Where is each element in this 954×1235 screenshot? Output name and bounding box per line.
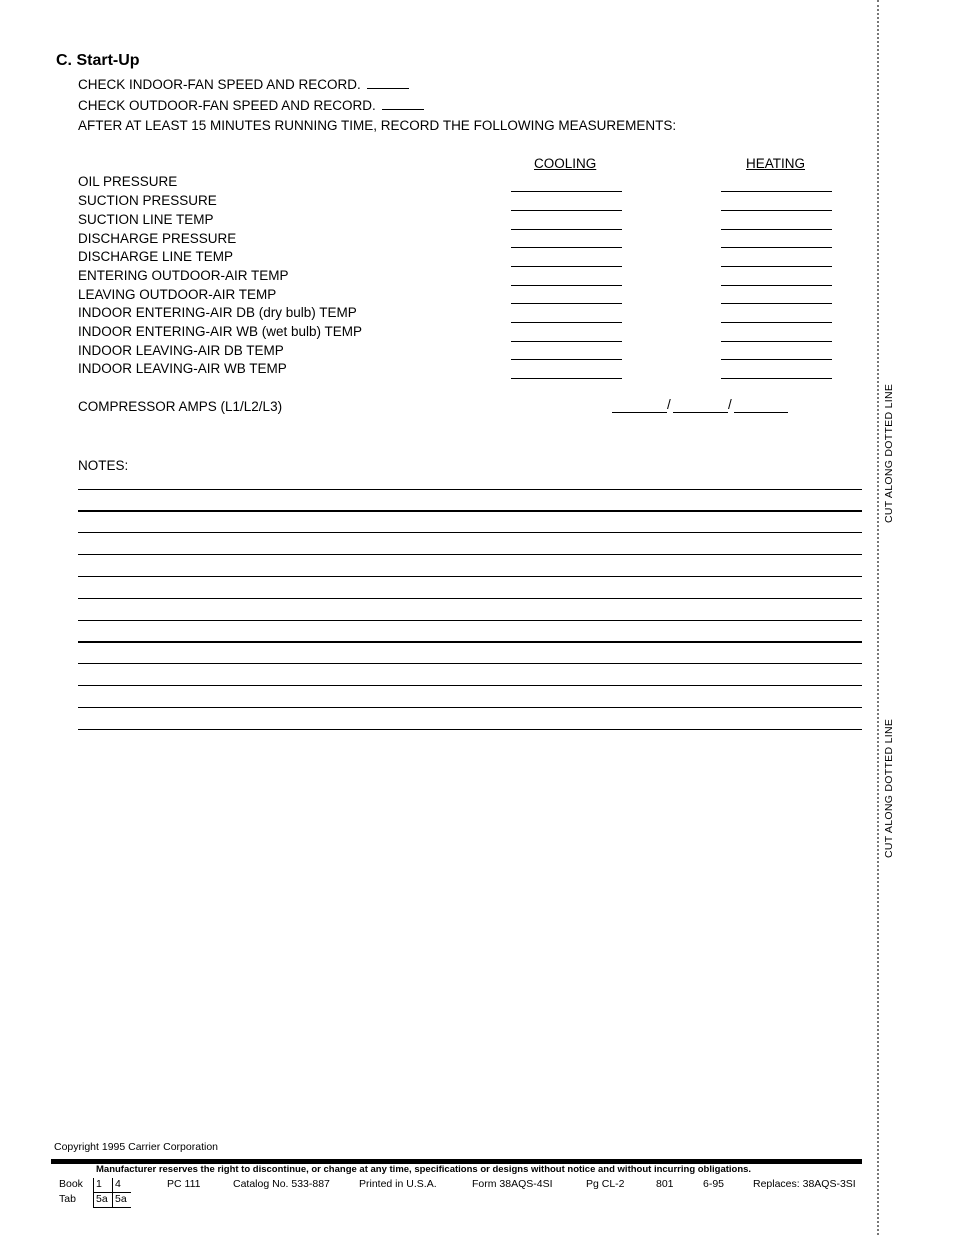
- notes-line[interactable]: [78, 707, 862, 708]
- cooling-entry-line[interactable]: [511, 341, 622, 342]
- measurement-label: INDOOR ENTERING-AIR WB (wet bulb) TEMP: [78, 324, 363, 339]
- amps-l1-field[interactable]: [612, 412, 667, 413]
- measurement-label: DISCHARGE LINE TEMP: [78, 249, 234, 264]
- compressor-amps-label: COMPRESSOR AMPS (L1/L2/L3): [78, 399, 283, 414]
- book-value: 4: [115, 1178, 121, 1190]
- print-date: 6-95: [703, 1178, 725, 1190]
- cooling-entry-line[interactable]: [511, 378, 622, 379]
- measurement-label: DISCHARGE PRESSURE: [78, 231, 237, 246]
- heating-entry-line[interactable]: [721, 341, 832, 342]
- notes-line[interactable]: [78, 489, 862, 490]
- notes-line[interactable]: [78, 598, 862, 599]
- amps-l3-field[interactable]: [734, 412, 788, 413]
- tab-value: 5a: [115, 1193, 127, 1205]
- amps-separator: /: [728, 397, 732, 412]
- measurement-label: SUCTION LINE TEMP: [78, 212, 214, 227]
- tab-value: 5a: [96, 1193, 108, 1205]
- heating-entry-line[interactable]: [721, 247, 832, 248]
- book-label: Book: [59, 1178, 83, 1190]
- cooling-entry-line[interactable]: [511, 303, 622, 304]
- cooling-entry-line[interactable]: [511, 285, 622, 286]
- heating-entry-line[interactable]: [721, 191, 832, 192]
- measurement-label: INDOOR LEAVING-AIR WB TEMP: [78, 361, 287, 376]
- cooling-entry-line[interactable]: [511, 210, 622, 211]
- notes-line[interactable]: [78, 554, 862, 555]
- heating-entry-line[interactable]: [721, 229, 832, 230]
- cooling-entry-line[interactable]: [511, 359, 622, 360]
- notes-line[interactable]: [78, 576, 862, 577]
- replaces-form: Replaces: 38AQS-3SI: [753, 1178, 856, 1190]
- page-number: Pg CL-2: [586, 1178, 625, 1190]
- tab-label: Tab: [59, 1193, 76, 1205]
- printed-in: Printed in U.S.A.: [359, 1178, 437, 1190]
- instruction-record-measurements: AFTER AT LEAST 15 MINUTES RUNNING TIME, RECORD THE FOLLOWING MEASUREMENTS:: [78, 118, 677, 133]
- cut-instruction-upper: CUT ALONG DOTTED LINE: [883, 383, 895, 523]
- book-tab-divider: [93, 1192, 131, 1193]
- measurement-label: LEAVING OUTDOOR-AIR TEMP: [78, 287, 277, 302]
- heating-entry-line[interactable]: [721, 303, 832, 304]
- notes-line[interactable]: [78, 685, 862, 686]
- cooling-entry-line[interactable]: [511, 247, 622, 248]
- notes-line[interactable]: [78, 641, 862, 643]
- copyright: Copyright 1995 Carrier Corporation: [54, 1141, 218, 1153]
- indoor-fan-speed-field[interactable]: [367, 76, 409, 89]
- amps-l2-field[interactable]: [673, 412, 728, 413]
- heating-entry-line[interactable]: [721, 210, 832, 211]
- notes-line[interactable]: [78, 729, 862, 730]
- measurement-label: INDOOR LEAVING-AIR DB TEMP: [78, 343, 284, 358]
- book-tab-divider: [93, 1207, 131, 1208]
- print-code: 801: [656, 1178, 674, 1190]
- outdoor-fan-speed-field[interactable]: [382, 97, 424, 110]
- instruction-outdoor-fan: [78, 97, 424, 113]
- instruction-outdoor-fan-text: CHECK OUTDOOR-FAN SPEED AND RECORD.: [78, 98, 376, 113]
- disclaimer: Manufacturer reserves the right to discontinue, or change at any time, specifications or designs without notice and without incurring obligations.: [96, 1164, 752, 1175]
- section-title: C. Start-Up: [56, 52, 140, 69]
- book-tab-divider: [112, 1178, 113, 1208]
- form-number: Form 38AQS-4SI: [472, 1178, 553, 1190]
- cooling-entry-line[interactable]: [511, 322, 622, 323]
- cut-instruction-lower: CUT ALONG DOTTED LINE: [883, 718, 895, 858]
- heating-entry-line[interactable]: [721, 322, 832, 323]
- cut-dotted-line: [877, 0, 879, 1235]
- heating-entry-line[interactable]: [721, 359, 832, 360]
- measurement-label: ENTERING OUTDOOR-AIR TEMP: [78, 268, 289, 283]
- notes-label: NOTES:: [78, 458, 129, 473]
- cooling-column-header: COOLING: [534, 156, 597, 171]
- measurement-label: SUCTION PRESSURE: [78, 193, 217, 208]
- cooling-entry-line[interactable]: [511, 229, 622, 230]
- cooling-entry-line[interactable]: [511, 266, 622, 267]
- heating-column-header: HEATING: [746, 156, 806, 171]
- pc-number: PC 111: [167, 1178, 201, 1190]
- amps-separator: /: [667, 397, 671, 412]
- cooling-entry-line[interactable]: [511, 191, 622, 192]
- measurement-label: INDOOR ENTERING-AIR DB (dry bulb) TEMP: [78, 305, 357, 320]
- instruction-indoor-fan-text: CHECK INDOOR-FAN SPEED AND RECORD.: [78, 77, 361, 92]
- notes-line[interactable]: [78, 510, 862, 512]
- book-tab-divider: [93, 1178, 94, 1208]
- book-value: 1: [96, 1178, 102, 1190]
- instruction-indoor-fan: [78, 76, 409, 92]
- catalog-number: Catalog No. 533-887: [233, 1178, 330, 1190]
- heating-entry-line[interactable]: [721, 266, 832, 267]
- notes-line[interactable]: [78, 620, 862, 621]
- measurement-label: OIL PRESSURE: [78, 174, 178, 189]
- notes-line[interactable]: [78, 663, 862, 664]
- heating-entry-line[interactable]: [721, 378, 832, 379]
- notes-line[interactable]: [78, 532, 862, 533]
- heating-entry-line[interactable]: [721, 285, 832, 286]
